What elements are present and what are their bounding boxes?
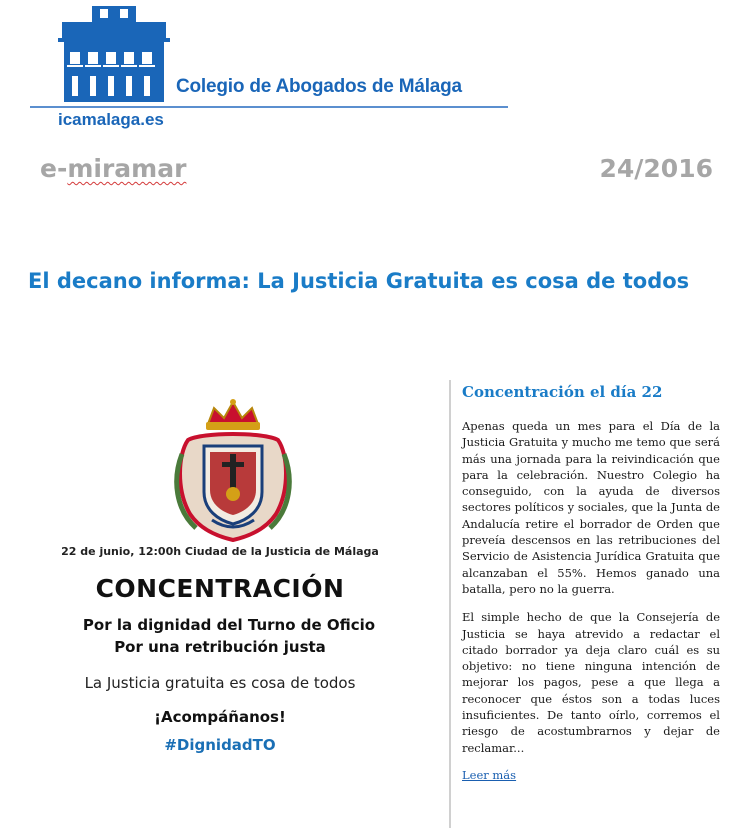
poster-line-1: Por la dignidad del Turno de Oficio [82, 616, 376, 634]
poster-title: CONCENTRACIÓN [95, 574, 345, 603]
poster-hashtag: #DignidadTO [164, 736, 276, 754]
newsletter-name [40, 154, 186, 183]
sidebar-title: Concentración el día 22 [462, 383, 663, 401]
issue-number: 24/2016 [599, 154, 713, 183]
event-poster [0, 380, 440, 800]
logo-divider [30, 106, 508, 108]
sidebar-paragraph-1: Apenas queda un mes para el Día de la Justicia Gratuita y mucho me temo que será más una jornada para la reivindicación que para la celebración. Nuestro Colegio ha conseguido, con la ayuda de diversos sectores políticos y sociales, que la Junta de Andalucía retire el borrador de Orden que preveía descensos en las retribuciones del Servicio de Asistencia Jurídica Gratuita que alcanzaban el 55%. Hemos ganado una batalla, pero no la guerra. [462, 419, 720, 596]
sidebar-paragraph-2: El simple hecho de que la Consejería de Justicia se haya atrevido a redactar el citado borrador ya deja claro cuál es su objetivo: no tiene ninguna intención de mejorar los pagos, pese a que llega a reconocer que éstos son a todas luces insuficientes. De tanto oírlo, corremos el riesgo de acostumbrarnos y dejar de reclamar... [462, 610, 720, 755]
logo-url: icamalaga.es [58, 110, 164, 129]
poster-call-to-action: ¡Acompáñanos! [154, 708, 286, 726]
poster-slogan: La Justicia gratuita es cosa de todos [84, 674, 356, 692]
article-headline: El decano informa: La Justicia Gratuita es cosa de todos [28, 269, 690, 293]
site-logo[interactable] [30, 0, 510, 135]
bar-association-crest-icon [168, 394, 298, 542]
read-more-link[interactable]: Leer más [462, 767, 517, 782]
logo-name: Colegio de Abogados de Málaga [176, 76, 462, 97]
article-sidebar [449, 380, 719, 828]
poster-line-2: Por una retribución justa [114, 638, 326, 656]
poster-date-line: 22 de junio, 12:00h Ciudad de la Justicia de Málaga [61, 545, 379, 558]
building-logo-icon [58, 4, 170, 104]
newsletter-name-text: e-miramar [40, 154, 187, 183]
